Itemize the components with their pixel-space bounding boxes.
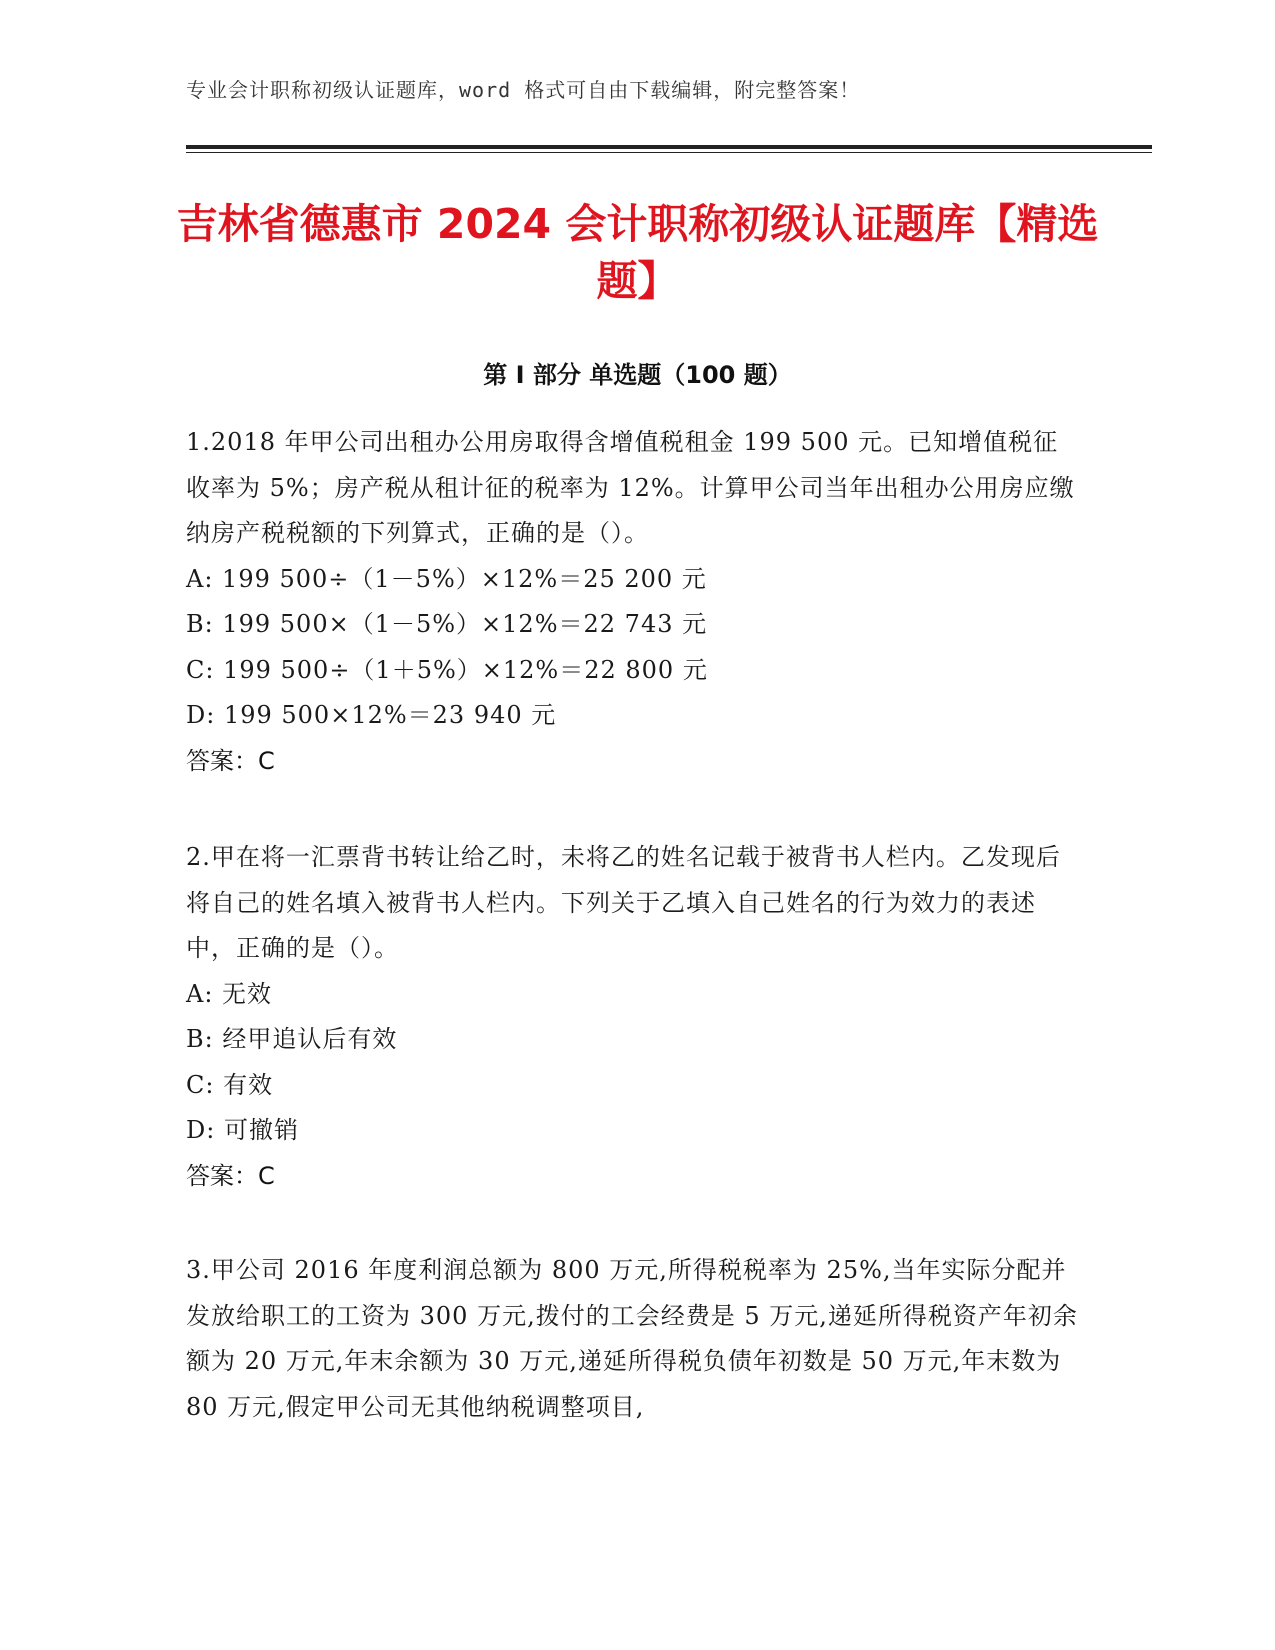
option-d: D: 199 500×12%＝23 940 元 (186, 701, 557, 729)
question-3 (186, 1248, 1081, 1430)
option-a: A: 无效 (186, 979, 273, 1008)
question-stem: 3.甲公司 2016 年度利润总额为 800 万元,所得税税率为 25%,当年实际分配并发放给职工的工资为 300 万元,拨付的工会经费是 5 万元,递延所得税资产年初余额为 20 万元,年末余额为 30 万元,递延所得税负债年初数是 50 万元,年末数为 80 万元,假定甲公司无其他纳税调整项目, (186, 1256, 1078, 1421)
option-c: C: 有效 (186, 1070, 274, 1099)
header-rule-thick (186, 145, 1152, 149)
option-d: D: 可撤销 (186, 1116, 299, 1144)
question-stem: 1.2018 年甲公司出租办公用房取得含增值税租金 199 500 元。已知增值税征收率为 5%；房产税从租计征的税率为 12%。计算甲公司当年出租办公用房应缴纳房产税税额的下列算式，正确的是（）。 (186, 428, 1075, 547)
option-b: B: 经甲追认后有效 (186, 1025, 398, 1053)
header-note: 专业会计职称初级认证题库，word 格式可自由下载编辑，附完整答案！ (186, 78, 861, 102)
question-1 (186, 420, 1081, 784)
option-b: B: 199 500×（1－5%）×12%＝22 743 元 (186, 610, 708, 638)
document-title: 吉林省德惠市 2024 会计职称初级认证题库【精选题】 (176, 200, 1099, 305)
question-stem: 2.甲在将一汇票背书转让给乙时，未将乙的姓名记载于被背书人栏内。乙发现后将自己的姓名填入被背书人栏内。下列关于乙填入自己姓名的行为效力的表述中，正确的是（）。 (186, 843, 1061, 962)
answer: 答案：C (186, 746, 275, 775)
answer: 答案：C (186, 1161, 275, 1190)
option-a: A: 199 500÷（1－5%）×12%＝25 200 元 (186, 564, 707, 593)
question-2 (186, 835, 1081, 1199)
option-c: C: 199 500÷（1＋5%）×12%＝22 800 元 (186, 655, 708, 684)
section-title: 第 I 部分 单选题（100 题） (483, 361, 792, 389)
header-rule-thin (186, 152, 1152, 153)
